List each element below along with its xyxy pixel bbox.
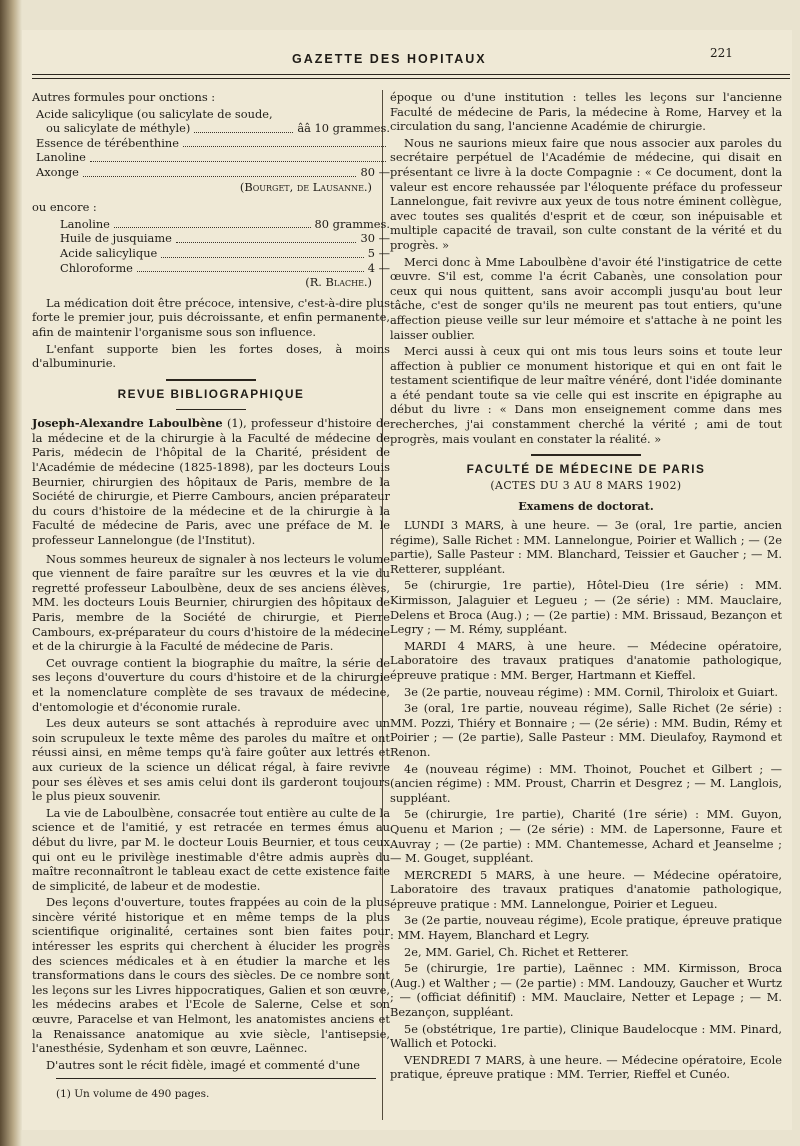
exam-entry: 3e (2e partie, nouveau régime), Ecole pratique, épreuve pratique : MM. Hayem, Blanchard et Legry.: [390, 913, 782, 943]
rx-line: Lanoline: [32, 150, 390, 165]
rx-line: Axonge 80 —: [36, 164, 390, 179]
formula-author: (Bourget, de Lausanne.): [239, 179, 372, 194]
paragraph: Merci donc à Mme Laboulbène d'avoir été l'instigatrice de cette œuvre. S'il est, comme l'a écrit Cabanès, une consolation pour ceux qui nous quittent, sans avoir accompli jusqu'au bout leur tâche, c'est de songer qu'ils ne meurent pas tout entiers, qu'une affection pieuse veille sur leur mémoire et s'attache à ne point les laisser oublier.: [390, 254, 782, 342]
newspaper-page: [22, 30, 792, 1130]
book-spine-shadow: [0, 0, 22, 1146]
header-rule-thin: [32, 78, 790, 79]
paragraph: La vie de Laboulbène, consacrée tout entière au culte de la science et de l'amitié, y est retracée en termes émus au début du livre, par M. le docteur Louis Beurnier, et tous ceux qui ont eu le privilège inestimable d'être admis auprès du maître reconnaîtront le tableau exact de cette existence faite de simplicité, de labeur et de modestie.: [32, 805, 390, 893]
section-subtitle: (ACTES DU 3 AU 8 MARS 1902): [490, 478, 682, 492]
exam-entry: MARDI 4 MARS, à une heure. — Médecine opératoire, Laboratoire des travaux pratiques d'anatomie pathologique, épreuve pratique : MM. Berger, Hartmann et Kieffel.: [390, 638, 782, 682]
page-number: 221: [710, 46, 733, 60]
rx-line: Essence de térébenthine: [32, 136, 390, 151]
exam-entry: LUNDI 3 MARS, à une heure. — 3e (oral, 1re partie, ancien régime), Salle Richet : MM. Lannelongue, Poirier et Wallich ; — (2e partie), Salle Pasteur : MM. Blanchard, Teissier et Gaucher ; — M. Retterer, suppléant.: [390, 518, 782, 576]
exam-entry: VENDREDI 7 MARS, à une heure. — Médecine opératoire, Ecole pratique, épreuve pratique : MM. Terrier, Rieffel et Cunéo.: [390, 1052, 782, 1082]
section-ornament: [176, 409, 246, 410]
right-column: [390, 90, 782, 1084]
paragraph: Nous ne saurions mieux faire que nous associer aux paroles du secrétaire perpétuel de l'Académie de médecine, qui disait en présentant ce livre à la docte Compagnie : « Ce document, dont la valeur est encore rehaussée par l'éloquente préface du professeur Lannelongue, fait revivre aux yeux de tous notre éminent collègue, avec toutes ses qualités d'esprit et de cœur, son inépuisable et multiple capacité de travail, son culte constant de la vérité et du progrès. »: [390, 135, 782, 252]
exam-entry: 4e (nouveau régime) : MM. Thoinot, Pouchet et Gilbert ; — (ancien régime) : MM. Proust, Charrin et Desgrez ; — M. Langlois, suppléant.: [390, 761, 782, 805]
journal-title: GAZETTE DES HOPITAUX: [292, 52, 487, 66]
left-column: [32, 90, 390, 1074]
paragraph: La médication doit être précoce, intensive, c'est-à-dire plus forte le premier jour, puis décroissante, et enfin permanente, afin de maintenir l'organisme sous son influence.: [32, 295, 390, 339]
paragraph: Les deux auteurs se sont attachés à reproduire avec un soin scrupuleux le texte même des paroles du maître et ont réussi ainsi, en même temps qu'à faire goûter aux lettrés et aux curieux de la science un délicat régal, à faire revivre pour ses élèves et ses amis celui dont ils garderont toujours le plus pieux souvenir.: [32, 716, 390, 804]
exam-heading: Examens de doctorat.: [518, 499, 654, 514]
exam-entry: 2e, MM. Gariel, Ch. Richet et Retterer.: [404, 944, 629, 959]
section-heading: REVUE BIBLIOGRAPHIQUE: [117, 386, 305, 401]
formula-intro: Autres formules pour onctions :: [32, 90, 216, 104]
rx-line: Acide salicylique 5 —: [60, 245, 390, 260]
exam-entry: 5e (chirurgie, 1re partie), Charité (1re série) : MM. Guyon, Quenu et Marion ; — (2e série) : MM. de Lapersonne, Faure et Auvray ; — (2e partie) : MM. Chantemesse, Achard et Jeanselme ; — M. Gouget, suppléant.: [390, 807, 782, 866]
exam-entry: 5e (obstétrique, 1re partie), Clinique Baudelocque : MM. Pinard, Wallich et Potocki.: [390, 1021, 782, 1051]
rx-line: Lanoline 80 grammes.: [60, 216, 390, 231]
footnote: (1) Un volume de 490 pages.: [56, 1088, 210, 1100]
paragraph: D'autres sont le récit fidèle, imagé et commenté d'une: [46, 1057, 361, 1072]
book-entry: [32, 416, 390, 547]
section-ornament: [166, 379, 256, 381]
rx-line: ou salicylate de méthyle) ââ 10 grammes.: [46, 121, 390, 136]
book-description: (1), professeur d'histoire de la médecine et de la chirurgie à la Faculté de médecine de Paris, médecin de l'hôpital de la Charité, président de l'Académie de médecine (1825-1898), par les docteurs Louis Beurnier, chirurgien des hôpitaux de Paris, membre de la Société de chirurgie, et Pierre Cambours, ancien préparateur du cours d'histoire de la médecine et de la chirurgie à la Faculté de médecine de Paris, avec une préface de M. le professeur Lannelongue (de l'Institut).: [32, 416, 390, 548]
exam-entry: MERCREDI 5 MARS, à une heure. — Médecine opératoire, Laboratoire des travaux pratiques d'anatomie pathologique, épreuve pratique : MM. Lannelongue, Poirier et Legueu.: [390, 867, 782, 911]
exam-entry: 5e (chirurgie, 1re partie), Laënnec : MM. Kirmisson, Broca (Aug.) et Walther ; — (2e partie) : MM. Landouzy, Gaucher et Wurtz ; — (officiat définitif) : MM. Mauclaire, Netter et Lepage ; — M. Bezançon, suppléant.: [390, 961, 782, 1020]
paragraph: Des leçons d'ouverture, toutes frappées au coin de la plus sincère vérité historique et en même temps de la plus scientifique originalité, certaines sont bien faites pour intéresser les esprits qui cherchent à élucider les progrès des sciences médicales et à en étudier la marche et les transformations dans le cours des siècles. De ce nombre sont les leçons sur les Livres hippocratiques, Galien et son œuvre, les médecins arabes et l'Ecole de Salerne, Celse et son œuvre, Paracelse et van Helmont, les anatomistes anciens et la Renaissance anatomique au xvie siècle, l'antisepsie, l'anesthésie, Sydenham et son œuvre, Laënnec.: [32, 895, 390, 1056]
section-heading: FACULTÉ DE MÉDECINE DE PARIS: [466, 462, 706, 477]
rx-line: Chloroforme 4 —: [60, 260, 390, 275]
paragraph: époque ou d'une institution : telles les leçons sur l'ancienne Faculté de médecine de Paris, la médecine à Rome, Harvey et la circulation du sang, l'ancienne Académie de chirurgie.: [390, 90, 782, 134]
exam-entry: 5e (chirurgie, 1re partie), Hôtel-Dieu (1re série) : MM. Kirmisson, Jalaguier et Legueu ; — (2e série) : MM. Mauclaire, Delens et Broca (Aug.) ; — (2e partie) : MM. Brissaud, Bezançon et Legry ; — M. Rémy, suppléant.: [390, 578, 782, 637]
or-line: ou encore :: [32, 200, 97, 215]
paragraph: Nous sommes heureux de signaler à nos lecteurs le volume que viennent de faire paraître sur les œuvres et la vie du regretté professeur Laboulbène, deux de ses anciens élèves, MM. les docteurs Louis Beurnier, chirurgien des hôpitaux de Paris, membre de la Société de chirurgie, et Pierre Cambours, ex-préparateur du cours d'histoire de la médecine et de la chirurgie à la Faculté de médecine de Paris.: [32, 551, 390, 654]
paragraph: Cet ouvrage contient la biographie du maître, la série de ses leçons d'ouverture du cours d'histoire et de la chirurgie et la nomenclature complète de ses travaux de médecine, d'entomologie et d'économie rurale.: [32, 655, 390, 714]
footnote-rule: [56, 1078, 376, 1079]
header-rule: [32, 74, 790, 75]
paragraph: Merci aussi à ceux qui ont mis tous leurs soins et toute leur affection à publier ce monument historique et qui en ont fait le testament scientifique de leur maître vénéré, dont l'idée dominante a été pendant toute sa vie celle qui est inscrite en épigraphe au début du livre : « Dans mon enseignement comme dans mes recherches, j'ai constamment cherché la vérité ; ami de tout progrès, mais voulant en constater la réalité. »: [390, 344, 782, 446]
rx-line: Huile de jusquiame 30 —: [60, 231, 390, 246]
formula-author: (R. Blache.): [305, 275, 372, 290]
paragraph: L'enfant supporte bien les fortes doses, à moins d'albuminurie.: [32, 341, 390, 371]
exam-entry: 3e (2e partie, nouveau régime) : MM. Cornil, Thiroloix et Guiart.: [404, 684, 778, 699]
book-title: Joseph-Alexandre Laboulbène: [32, 416, 223, 431]
section-ornament: [531, 454, 641, 456]
exam-entry: 3e (oral, 1re partie, nouveau régime), Salle Richet (2e série) : MM. Pozzi, Thiéry et Bonnaire ; — (2e série) : MM. Budin, Rémy et Poirier ; — (2e partie), Salle Pasteur : MM. Dieulafoy, Raymond et Renon.: [390, 701, 782, 759]
running-header: [22, 48, 792, 70]
prescription-1: [32, 107, 390, 195]
rx-line: Acide salicylique (ou salicylate de soude,: [36, 106, 273, 121]
prescription-2: [32, 217, 390, 290]
